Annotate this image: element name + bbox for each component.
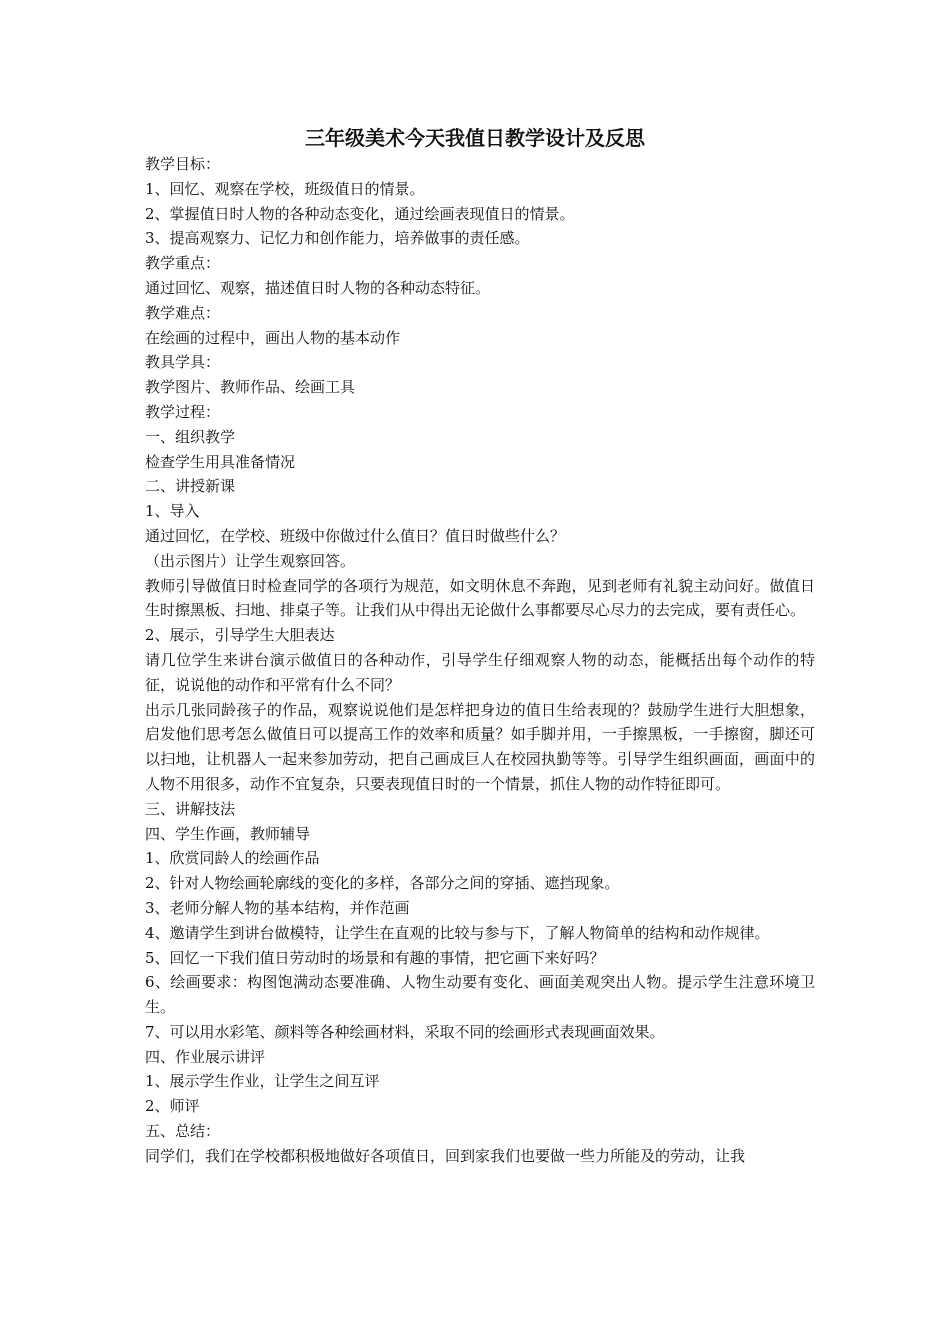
- paragraph: 2、掌握值日时人物的各种动态变化，通过绘画表现值日的情景。: [145, 204, 575, 223]
- paragraph: 二、讲授新课: [145, 477, 236, 496]
- paragraph: 教学难点：: [145, 303, 221, 322]
- paragraph: 2、展示，引导学生大胆表达: [145, 626, 335, 645]
- paragraph: 1、展示学生作业，让学生之间互评: [145, 1072, 380, 1091]
- paragraph: 教学过程：: [145, 402, 221, 421]
- paragraph: 3、老师分解人物的基本结构，并作范画: [145, 898, 410, 917]
- document-title: 三年级美术今天我值日教学设计及反思: [305, 126, 645, 150]
- paragraph: （出示图片）让学生观察回答。: [145, 551, 356, 570]
- paragraph: 请几位学生来讲台演示做值日的各种动作，引导学生仔细观察人物的动态，能概括出每个动作的特征，说说他的动作和平常有什么不同？: [145, 650, 815, 694]
- paragraph: 同学们，我们在学校都积极地做好各项值日，回到家我们也要做一些力所能及的劳动，让我: [145, 1146, 746, 1165]
- paragraph: 通过回忆、观察，描述值日时人物的各种动态特征。: [145, 278, 491, 297]
- paragraph: 四、作业展示讲评: [145, 1047, 266, 1066]
- paragraph: 通过回忆，在学校、班级中你做过什么值日？值日时做些什么？: [145, 526, 566, 545]
- document-body: [145, 152, 815, 1169]
- paragraph: 6、绘画要求：构图饱满动态要准确、人物生动要有变化、画面美观突出人物。提示学生注意环境卫生。: [145, 973, 815, 1017]
- paragraph: 2、针对人物绘画轮廓线的变化的多样，各部分之间的穿插、遮挡现象。: [145, 874, 620, 893]
- paragraph: 一、组织教学: [145, 427, 236, 446]
- paragraph: 7、可以用水彩笔、颜料等各种绘画材料，采取不同的绘画形式表现画面效果。: [145, 1022, 665, 1041]
- paragraph: 教学图片、教师作品、绘画工具: [145, 378, 356, 397]
- paragraph: 1、欣赏同龄人的绘画作品: [145, 849, 320, 868]
- paragraph: 1、导入: [145, 502, 200, 521]
- paragraph: 1、回忆、观察在学校，班级值日的情景。: [145, 179, 425, 198]
- paragraph: 检查学生用具准备情况: [145, 452, 296, 471]
- paragraph: 三、讲解技法: [145, 799, 236, 818]
- paragraph: 出示几张同龄孩子的作品，观察说说他们是怎样把身边的值日生给表现的？鼓励学生进行大胆想象，启发他们思考怎么做值日可以提高工作的效率和质量？如手脚并用，一手擦黑板，一手擦窗，脚还可以扫地，让机器人一起来参加劳动，把自己画成巨人在校园执勤等等。引导学生组织画面，画面中的人物不用很多，动作不宜复杂，只要表现值日时的一个情景，抓住人物的动作特征即可。: [145, 700, 815, 793]
- paragraph: 2、师评: [145, 1097, 200, 1116]
- paragraph: 在绘画的过程中，画出人物的基本动作: [145, 328, 401, 347]
- paragraph: 5、回忆一下我们值日劳动时的场景和有趣的事情，把它画下来好吗？: [145, 948, 605, 967]
- paragraph: 教学重点：: [145, 254, 221, 273]
- paragraph: 教具学具：: [145, 353, 221, 372]
- paragraph: 3、提高观察力、记忆力和创作能力，培养做事的责任感。: [145, 229, 530, 248]
- paragraph: 教师引导做值日时检查同学的各项行为规范，如文明休息不奔跑，见到老师有礼貌主动问好。做值日生时擦黑板、扫地、排桌子等。让我们从中得出无论做什么事都要尽心尽力的去完成，要有责任心。: [145, 576, 815, 620]
- paragraph: 教学目标：: [145, 155, 221, 173]
- paragraph: 四、学生作画，教师辅导: [145, 824, 311, 843]
- paragraph: 4、邀请学生到讲台做模特，让学生在直观的比较与参与下，了解人物简单的结构和动作规律。: [145, 923, 770, 942]
- paragraph: 五、总结：: [145, 1122, 221, 1141]
